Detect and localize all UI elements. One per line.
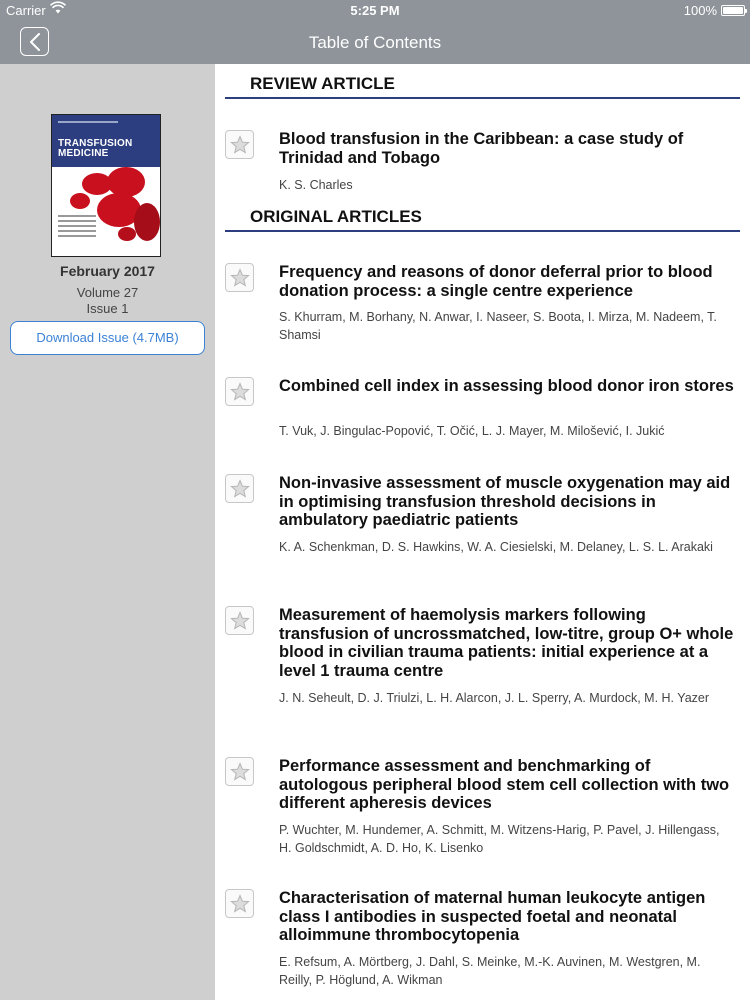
favorite-button[interactable] [225, 130, 254, 159]
issue-number: Issue 1 [86, 301, 129, 316]
article-title[interactable]: Combined cell index in assessing blood donor iron stores [279, 377, 734, 395]
article-authors: P. Wuchter, M. Hundemer, A. Schmitt, M. Witzens-Harig, P. Pavel, J. Hillengass, H. Goldschmidt, A. D. Ho, K. Lisenko [279, 823, 720, 855]
article-authors: T. Vuk, J. Bingulac-Popović, T. Očić, L. J. Mayer, M. Milošević, I. Jukić [279, 424, 665, 438]
star-icon [230, 479, 250, 499]
article-title[interactable]: Performance assessment and benchmarking of autologous peripheral blood stem cell collection with two different apheresis devices [279, 757, 730, 812]
issue-cover-image[interactable] [51, 114, 161, 257]
page-title: Table of Contents [308, 33, 442, 52]
issue-sidebar [0, 64, 215, 1000]
cover-title: TRANSFUSION MEDICINE [58, 138, 133, 159]
favorite-button[interactable] [225, 263, 254, 292]
battery-percentage: 100% [683, 3, 717, 18]
favorite-button[interactable] [225, 377, 254, 406]
favorite-button[interactable] [225, 474, 254, 503]
star-icon [230, 894, 250, 914]
section-header-original [225, 207, 740, 232]
article-title[interactable]: Measurement of haemolysis markers following transfusion of uncrossmatched, low-titre, group O+ whole blood in civilian trauma patients: initial experience at a level 1 trauma centre [279, 606, 734, 680]
section-header-review [225, 74, 740, 99]
article-title[interactable]: Frequency and reasons of donor deferral prior to blood donation process: a single centre experience [279, 263, 713, 300]
star-icon [230, 268, 250, 288]
navigation-bar [0, 0, 750, 64]
article-authors: K. S. Charles [279, 178, 353, 192]
download-issue-button[interactable]: Download Issue (4.7MB) [10, 321, 205, 355]
carrier-label: Carrier [6, 3, 46, 18]
favorite-button[interactable] [225, 757, 254, 786]
table-of-contents-list [215, 64, 750, 1000]
star-icon [230, 135, 250, 155]
issue-month: February 2017 [60, 263, 155, 279]
article-title[interactable]: Blood transfusion in the Caribbean: a case study of Trinidad and Tobago [279, 130, 684, 167]
article-item[interactable] [225, 130, 745, 196]
battery-icon [721, 5, 745, 16]
favorite-button[interactable] [225, 606, 254, 635]
article-title[interactable]: Characterisation of maternal human leukocyte antigen class I antibodies in suspected foetal and neonatal alloimmune thrombocytopenia [279, 889, 706, 944]
article-authors: K. A. Schenkman, D. S. Hawkins, W. A. Ciesielski, M. Delaney, L. S. L. Arakaki [279, 540, 713, 554]
article-title[interactable]: Non-invasive assessment of muscle oxygenation may aid in optimising transfusion threshold decisions in ambulatory paediatric patients [279, 474, 731, 529]
status-bar [0, 0, 750, 22]
section-heading: ORIGINAL ARTICLES [250, 207, 422, 226]
star-icon [230, 611, 250, 631]
article-authors: E. Refsum, A. Mörtberg, J. Dahl, S. Meinke, M.-K. Auvinen, M. Westgren, M. Reilly, P. Höglund, A. Wikman [279, 955, 701, 987]
article-authors: J. N. Seheult, D. J. Triulzi, L. H. Alarcon, J. L. Sperry, A. Murdock, M. H. Yazer [279, 691, 710, 705]
star-icon [230, 762, 250, 782]
issue-volume: Volume 27 [76, 285, 139, 300]
article-authors: S. Khurram, M. Borhany, N. Anwar, I. Naseer, S. Boota, I. Mirza, M. Nadeem, T. Shamsi [279, 310, 717, 342]
favorite-button[interactable] [225, 889, 254, 918]
section-heading: REVIEW ARTICLE [250, 74, 395, 93]
star-icon [230, 382, 250, 402]
clock: 5:25 PM [350, 3, 400, 18]
